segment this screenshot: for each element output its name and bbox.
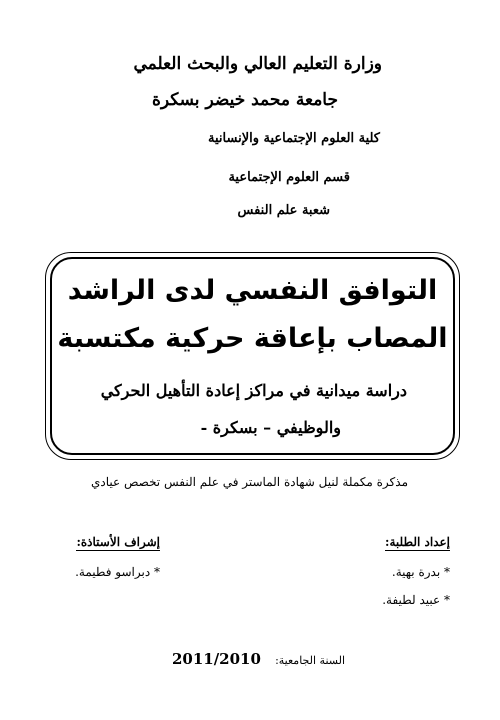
memo-description: مذكرة مكملة لنيل شهادة الماستر في علم النفس تخصص عيادي	[90, 475, 408, 489]
student-name: * بدرة بهية.	[391, 565, 450, 579]
students-label: إعداد الطلبة:	[385, 535, 450, 549]
academic-year-label: السنة الجامعية:	[275, 654, 345, 667]
thesis-subtitle-line-1: دراسة ميدانية في مراكز إعادة التأهيل الحركي	[100, 381, 407, 400]
university-heading: جامعة محمد خيضر بسكرة	[151, 90, 338, 110]
supervisor-label: إشراف الأستاذة:	[76, 535, 160, 549]
student-name: * عبيد لطيفة.	[382, 593, 450, 607]
academic-year	[172, 650, 345, 668]
supervisor-name: * دبراسو فطيمة.	[75, 565, 160, 579]
department-heading: قسم العلوم الإجتماعية	[228, 170, 350, 185]
thesis-subtitle-line-2: والوظيفي – بسكرة -	[200, 418, 341, 437]
faculty-heading: كلية العلوم الإجتماعية والإنسانية	[208, 131, 380, 146]
ministry-heading: وزارة التعليم العالي والبحث العلمي	[133, 54, 382, 74]
thesis-title-line-2: المصاب بإعاقة حركية مكتسبة	[57, 323, 448, 354]
academic-year-value: 2011/2010	[171, 650, 261, 668]
thesis-title-line-1: التوافق النفسي لدى الراشد	[67, 275, 438, 306]
branch-heading: شعبة علم النفس	[237, 203, 330, 218]
title-frame	[45, 252, 460, 460]
